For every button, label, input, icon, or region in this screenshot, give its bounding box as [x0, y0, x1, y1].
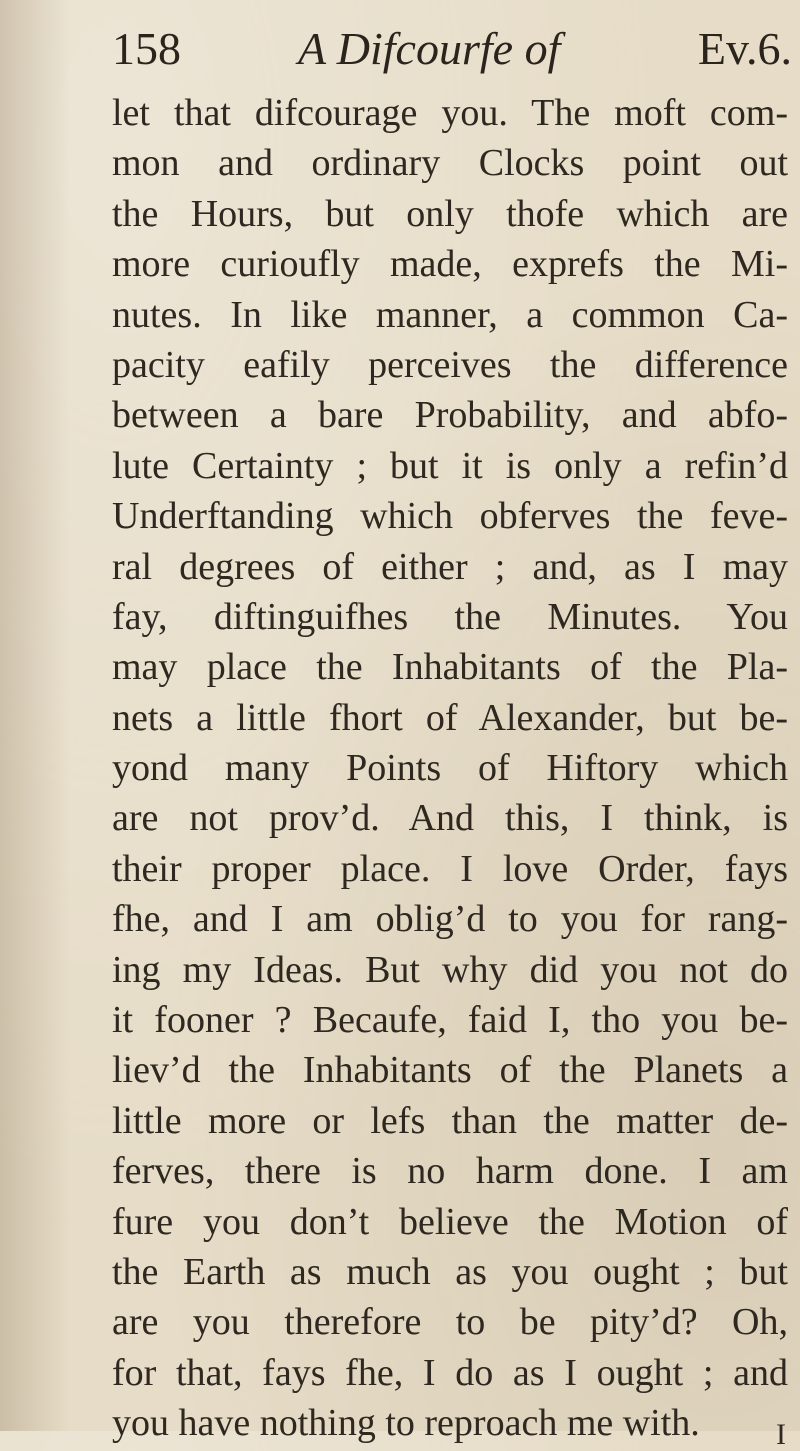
text-line: it fooner ? Becaufe, faid I, tho you be- — [112, 999, 788, 1042]
text-line: liev’d the Inhabitants of the Planets a — [112, 1049, 788, 1092]
text-line: Underftanding which obferves the feve- — [112, 495, 788, 538]
text-line: for that, fays fhe, I do as I ought ; and — [112, 1351, 788, 1394]
text-line: are you therefore to be pity’d? Oh, — [112, 1301, 788, 1344]
running-header — [112, 14, 792, 84]
text-line: yond many Points of Hiftory which — [112, 747, 788, 790]
text-line: mon and ordinary Clocks point out — [112, 142, 788, 185]
text-line: nets a little fhort of Alexander, but be- — [112, 696, 788, 739]
text-line: are not prov’d. And this, I think, is — [112, 797, 788, 840]
page-number: 158 — [112, 23, 181, 74]
text-line: ral degrees of either ; and, as I may — [112, 545, 788, 588]
text-line: the Earth as much as you ought ; but — [112, 1250, 788, 1293]
text-line: ferves, there is no harm done. I am — [112, 1150, 788, 1193]
text-line: fhe, and I am oblig’d to you for rang- — [112, 898, 788, 941]
text-line: between a bare Probability, and abfo- — [112, 394, 788, 437]
text-line: little more or lefs than the matter de- — [112, 1099, 788, 1142]
text-line: ing my Ideas. But why did you not do — [112, 948, 788, 991]
text-line: may place the Inhabitants of the Pla- — [112, 646, 788, 689]
text-line: pacity eafily perceives the difference — [112, 343, 788, 386]
text-line: fure you don’t believe the Motion of — [112, 1200, 788, 1243]
text-line: lute Certainty ; but it is only a refin’d — [112, 444, 788, 487]
text-line: more curioufly made, exprefs the Mi- — [112, 243, 788, 286]
text-line: their proper place. I love Order, fays — [112, 847, 788, 890]
text-line: let that difcourage you. The moft com- — [112, 92, 788, 134]
text-line: the Hours, but only thofe which are — [112, 192, 788, 235]
text-line: nutes. In like manner, a common Ca- — [112, 293, 788, 336]
page-edge-shadow — [0, 0, 70, 1431]
text-line: you have nothing to reproach me with. — [112, 1402, 700, 1445]
signature-mark: Ev.6. — [697, 23, 792, 74]
body-text — [112, 88, 788, 1449]
catchword: I — [776, 1418, 786, 1451]
text-line: fay, diftinguifhes the Minutes. You — [112, 595, 788, 638]
running-title: A Difcourfe of — [298, 23, 561, 74]
